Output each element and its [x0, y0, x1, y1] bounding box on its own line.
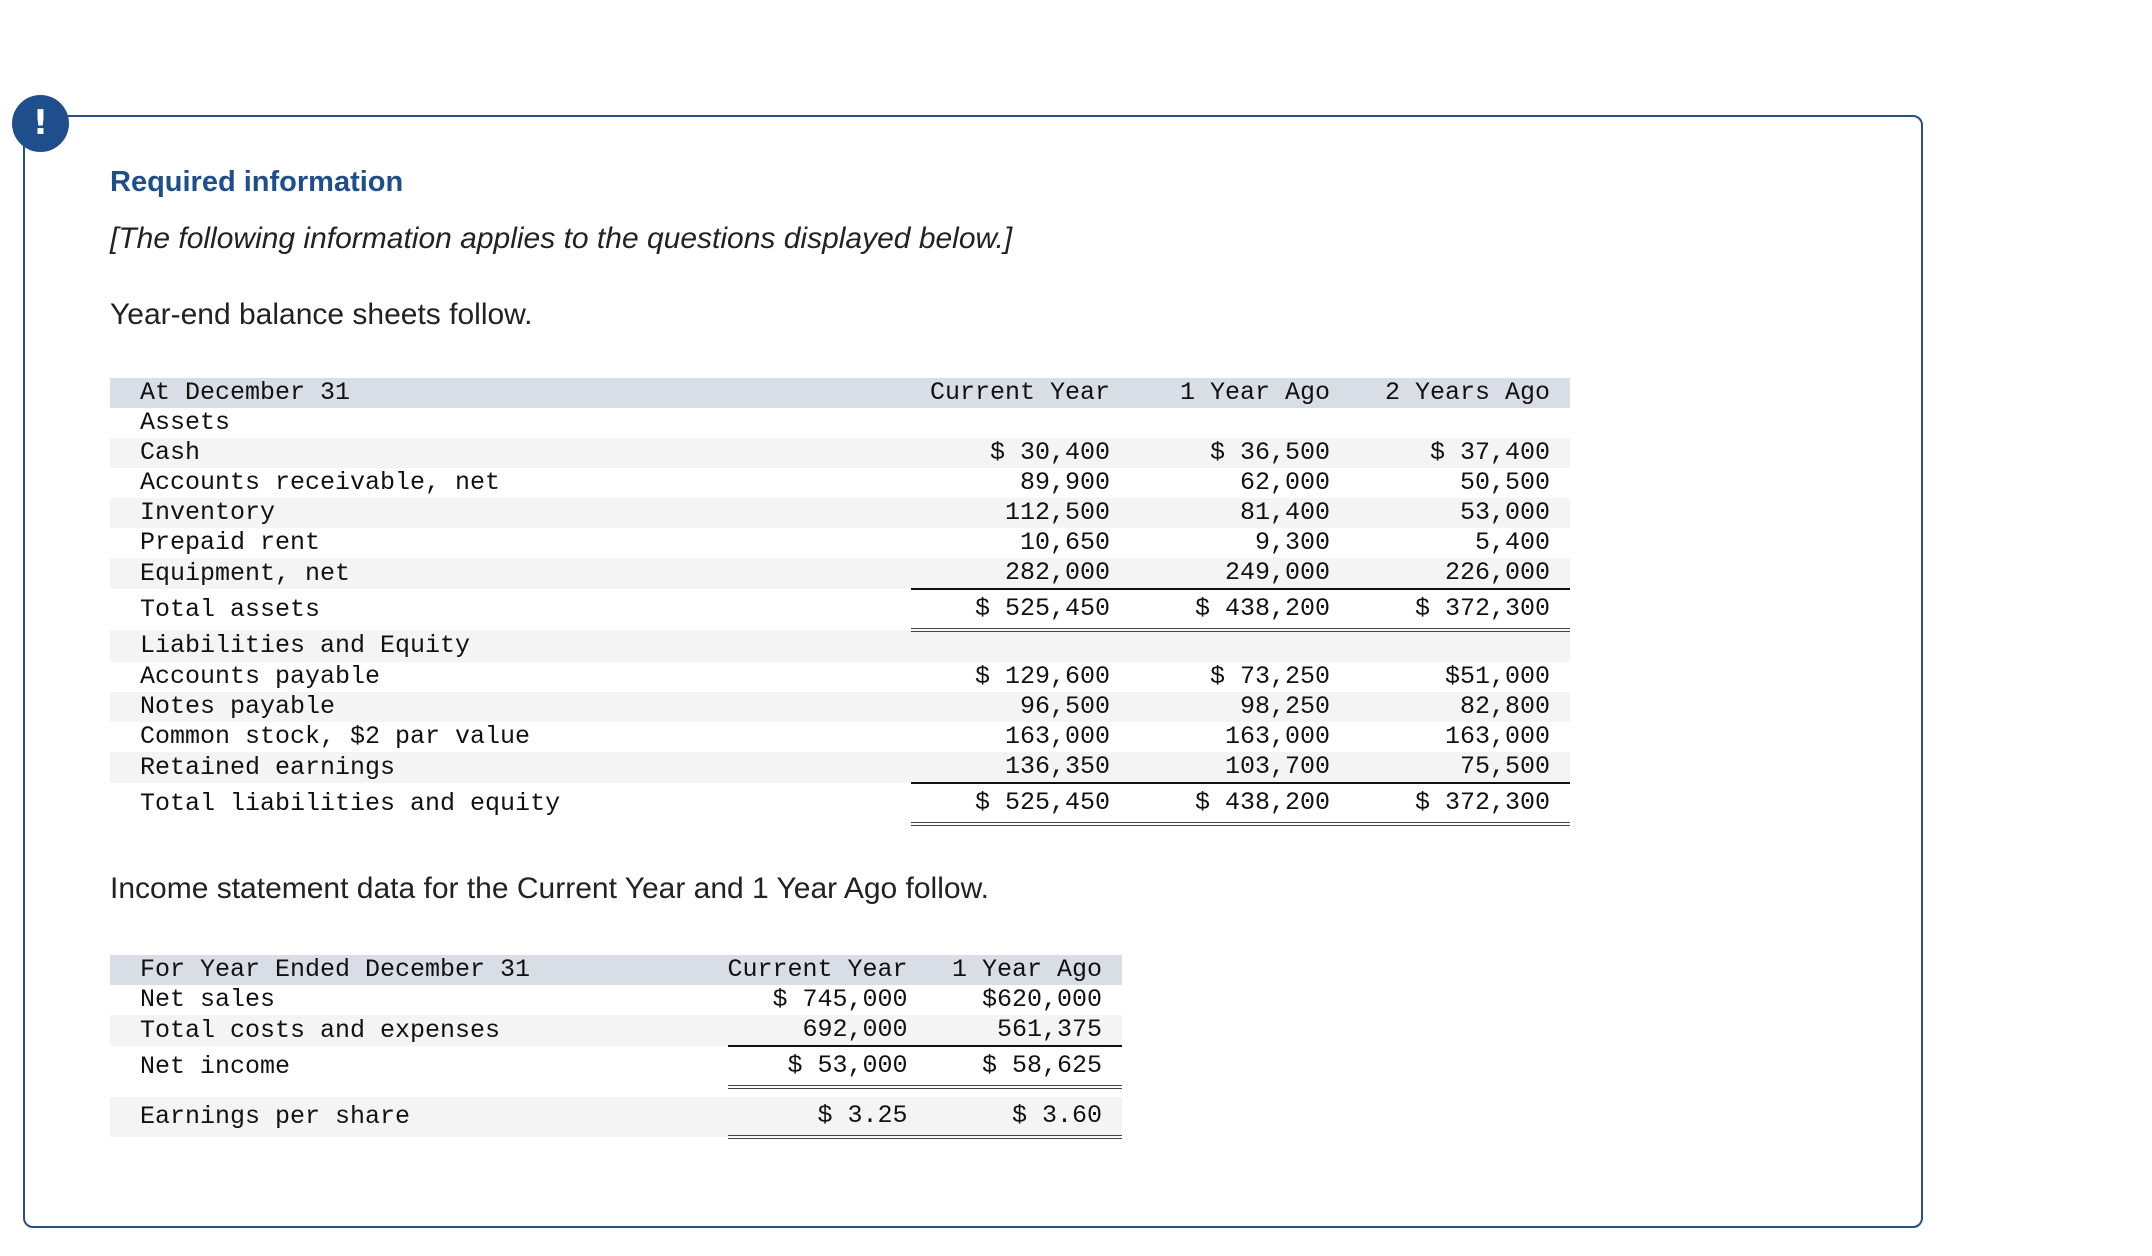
- table-row: [110, 692, 1570, 722]
- table-row: [110, 722, 1570, 752]
- value-cell: $ 58,625: [928, 1046, 1122, 1087]
- table-row: [110, 558, 1570, 589]
- value-cell: $ 53,000: [728, 1046, 928, 1087]
- table-row: [110, 498, 1570, 528]
- balance-sheet-table: [110, 378, 1570, 826]
- value-cell: 692,000: [728, 1015, 928, 1046]
- section-label: Assets: [140, 408, 231, 437]
- value-cell: 50,500: [1459, 468, 1550, 497]
- row-label: Total liabilities and equity: [140, 788, 561, 818]
- value-cell: $ 525,450: [911, 589, 1130, 630]
- value-cell: $ 745,000: [772, 985, 908, 1014]
- value-cell: 96,500: [911, 692, 1130, 722]
- row-label: Notes payable: [110, 692, 911, 722]
- row-label: Net income: [140, 1051, 291, 1081]
- value-cell: $ 525,450: [911, 783, 1130, 824]
- value-cell: 10,650: [1019, 528, 1110, 557]
- table-row: [110, 528, 1570, 558]
- exclamation-icon: !: [12, 95, 69, 152]
- header-cell: 1 Year Ago: [1130, 378, 1350, 408]
- balance-intro: Year-end balance sheets follow.: [110, 298, 533, 331]
- value-cell: 282,000: [911, 558, 1130, 589]
- row-label: Common stock, $2 par value: [140, 722, 531, 751]
- value-cell: 5,400: [1474, 528, 1550, 557]
- table-row: [110, 985, 1122, 1015]
- value-cell: 163,000: [1444, 722, 1550, 751]
- section-row: [110, 408, 1570, 438]
- value-cell: 62,000: [1239, 468, 1330, 497]
- value-cell: 81,400: [1130, 498, 1350, 528]
- row-label: Net sales: [140, 985, 276, 1014]
- row-label: Total costs and expenses: [110, 1015, 728, 1046]
- table-row: [110, 1015, 1122, 1046]
- eps-row: [110, 1097, 1122, 1137]
- value-cell: $51,000: [1444, 662, 1550, 691]
- value-cell: 53,000: [1350, 498, 1570, 528]
- value-cell: 163,000: [1004, 722, 1110, 751]
- table-header-row: [110, 955, 1122, 985]
- value-cell: 112,500: [911, 498, 1130, 528]
- value-cell: $ 438,200: [1130, 783, 1350, 824]
- row-label: Inventory: [110, 498, 911, 528]
- table-row: [110, 438, 1570, 468]
- value-cell: 98,250: [1130, 692, 1350, 722]
- value-cell: $ 129,600: [974, 662, 1110, 691]
- value-cell: $ 372,300: [1350, 783, 1570, 824]
- value-cell: 89,900: [1019, 468, 1110, 497]
- value-cell: 9,300: [1254, 528, 1330, 557]
- total-row: [110, 783, 1570, 824]
- table-header-row: [110, 378, 1570, 408]
- table-row: [110, 468, 1570, 498]
- value-cell: $620,000: [981, 985, 1102, 1014]
- row-label: Equipment, net: [110, 558, 911, 589]
- row-label: Accounts payable: [140, 662, 381, 691]
- income-intro: Income statement data for the Current Year and 1 Year Ago follow.: [110, 872, 989, 905]
- header-cell: For Year Ended December 31: [110, 955, 728, 985]
- value-cell: $ 438,200: [1130, 589, 1350, 630]
- value-cell: 163,000: [1224, 722, 1330, 751]
- value-cell: 103,700: [1130, 752, 1350, 783]
- value-cell: 249,000: [1130, 558, 1350, 589]
- row-label: Prepaid rent: [140, 528, 321, 557]
- row-label: Retained earnings: [110, 752, 911, 783]
- total-row: [110, 1046, 1122, 1087]
- income-statement-table: [110, 955, 1122, 1139]
- value-cell: 136,350: [911, 752, 1130, 783]
- row-label: Accounts receivable, net: [140, 468, 501, 497]
- value-cell: $ 3.25: [728, 1097, 928, 1137]
- row-label: Total assets: [140, 594, 321, 624]
- value-cell: $ 3.60: [928, 1097, 1122, 1137]
- section-row: [110, 630, 1570, 662]
- table-row: [110, 752, 1570, 783]
- value-cell: 226,000: [1350, 558, 1570, 589]
- header-cell: 2 Years Ago: [1350, 378, 1570, 408]
- header-cell: At December 31: [110, 378, 911, 408]
- subtitle: [The following information applies to the questions displayed below.]: [110, 222, 1013, 255]
- total-row: [110, 589, 1570, 630]
- value-cell: 561,375: [928, 1015, 1122, 1046]
- section-heading: Required information: [110, 166, 404, 198]
- value-cell: $ 30,400: [911, 438, 1130, 468]
- value-cell: $ 36,500: [1130, 438, 1350, 468]
- value-cell: 75,500: [1350, 752, 1570, 783]
- section-label: Liabilities and Equity: [110, 630, 911, 662]
- row-label: Cash: [110, 438, 911, 468]
- value-cell: $ 372,300: [1350, 589, 1570, 630]
- header-cell: Current Year: [728, 955, 928, 985]
- value-cell: 82,800: [1350, 692, 1570, 722]
- row-label: Earnings per share: [110, 1097, 728, 1137]
- header-cell: 1 Year Ago: [928, 955, 1122, 985]
- header-cell: Current Year: [911, 378, 1130, 408]
- table-row: [110, 662, 1570, 692]
- value-cell: $ 37,400: [1350, 438, 1570, 468]
- value-cell: $ 73,250: [1209, 662, 1330, 691]
